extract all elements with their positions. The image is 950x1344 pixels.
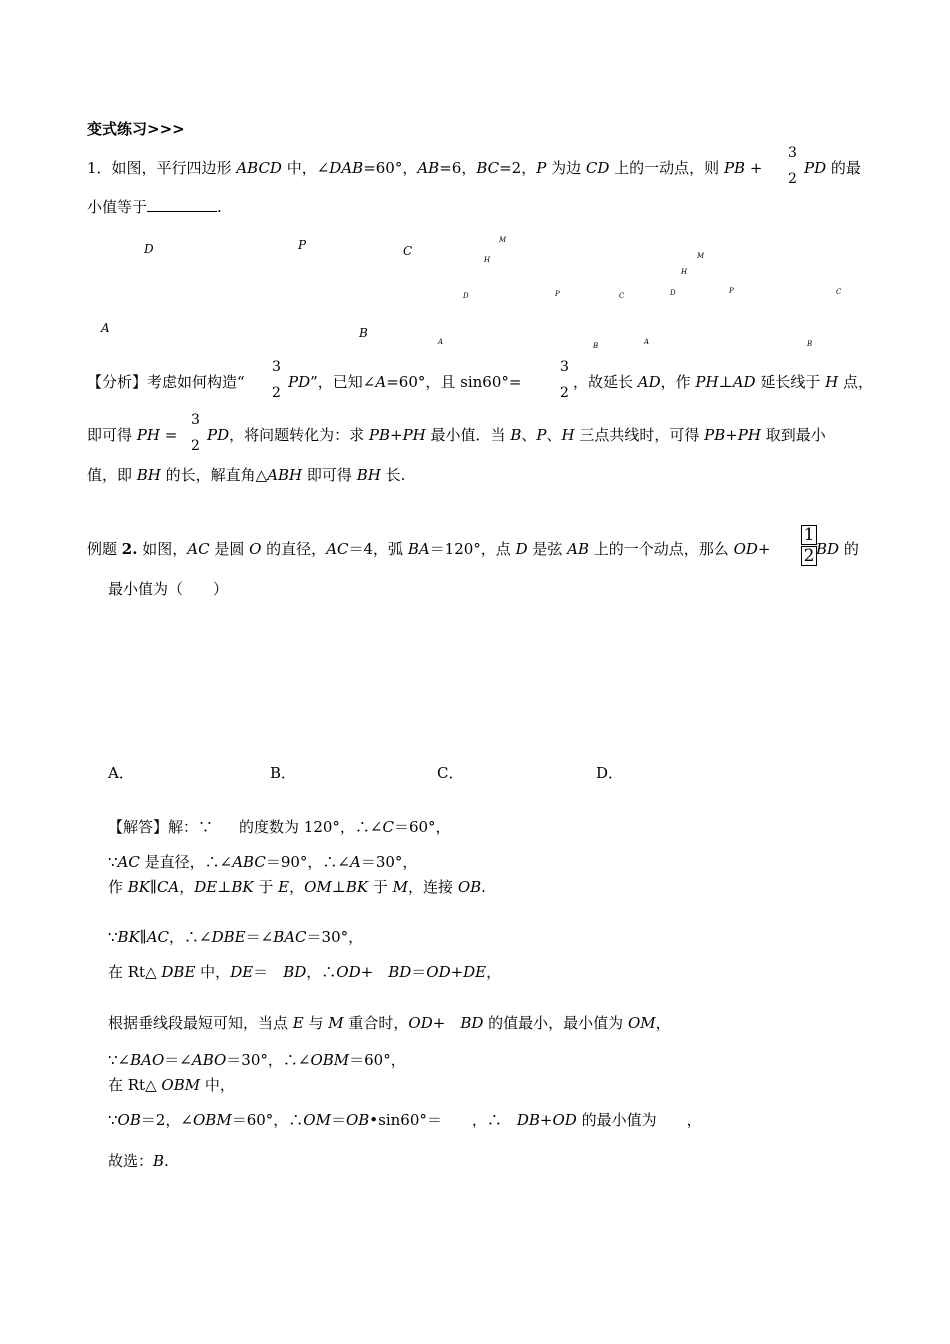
label-a: A	[101, 321, 110, 335]
solution-line-2: ∵AC 是直径，∴∠ABC＝90°，∴∠A＝30°，	[108, 853, 418, 871]
example-2-line-1: 例题 2. 如图，AC 是圆 O 的直径，AC＝4，弧 BA＝120°，点 D 是弦 AB 上的一个动点，那么 OD+	[87, 540, 771, 558]
label-c: C	[403, 244, 413, 258]
label-d: D	[144, 242, 154, 256]
solution-line-7: ∵∠BAO＝∠ABO＝30°，∴∠OBM＝60°，	[108, 1051, 406, 1069]
option-a: A．	[108, 764, 134, 782]
label-p: P	[555, 290, 560, 298]
fraction-denominator: 2	[191, 438, 200, 454]
fraction-numerator: 3	[560, 359, 569, 375]
label-p: P	[729, 287, 734, 295]
example-2-line-1-end: BD 的	[816, 540, 859, 558]
boxed-fraction-numerator: 1	[801, 525, 817, 545]
label-d: D	[670, 289, 676, 297]
solution-line-9: ∵OB＝2，∠OBM＝60°，∴OM＝OB•sin60°＝ ，∴ DB+OD 的最小值为 ，	[108, 1111, 702, 1129]
label-h: H	[484, 256, 491, 264]
analysis-line-2-end: PD，将问题转化为：求 PB+PH 最小值．当 B、P、H 三点共线时，可得 PB+PH 取到最小	[207, 426, 826, 444]
solution-line-10: 故选：B.	[108, 1152, 169, 1170]
fraction-numerator: 3	[272, 359, 281, 375]
label-m: M	[499, 236, 507, 244]
question-1-line-2: 小值等于 .	[87, 198, 222, 216]
answer-blank	[147, 197, 217, 212]
boxed-fraction-denominator: 2	[801, 546, 817, 566]
fraction-numerator: 3	[191, 412, 200, 428]
label-h: H	[681, 268, 688, 276]
label-d: D	[463, 292, 469, 300]
label-a: A	[644, 338, 650, 346]
analysis-line-3: 值，即 BH 的长，解直角△ABH 即可得 BH 长.	[87, 466, 406, 484]
label-c: C	[619, 292, 625, 300]
fraction-denominator: 2	[788, 171, 797, 187]
label-b: B	[593, 342, 599, 350]
solution-line-4: ∵BK∥AC，∴∠DBE＝∠BAC＝30°，	[108, 928, 364, 946]
example-2-line-2: 最小值为（ ）	[108, 580, 229, 598]
solution-line-8: 在 Rt△ OBM 中，	[108, 1076, 235, 1094]
solution-line-6: 根据垂线段最短可知，当点 E 与 M 重合时，OD+ BD 的值最小，最小值为 OM，	[108, 1014, 671, 1032]
question-1-line-1-end: PD 的最	[804, 159, 861, 177]
label-m: M	[697, 252, 705, 260]
label-b: B	[359, 326, 368, 340]
analysis-line-2-start: 即可得 PH =	[87, 426, 178, 444]
option-c: C．	[437, 764, 464, 782]
fraction-denominator: 2	[272, 385, 281, 401]
solution-line-1: 【解答】解：∵ 的度数为 120°，∴∠C＝60°，	[108, 818, 451, 836]
option-b: B．	[270, 764, 297, 782]
analysis-line-1-end: ，故延长 AD，作 PH⊥AD 延长线于 H 点，	[573, 373, 873, 391]
solution-line-3: 作 BK∥CA，DE⊥BK 于 E，OM⊥BK 于 M，连接 OB.	[108, 878, 486, 896]
analysis-line-1-mid: PD”，已知∠A=60°，且 sin60°=	[288, 373, 522, 391]
label-c: C	[836, 288, 842, 296]
label-b: B	[807, 340, 813, 348]
fraction-numerator: 3	[788, 145, 797, 161]
solution-line-5: 在 Rt△ DBE 中，DE＝ BD，∴OD+ BD＝OD+DE，	[108, 963, 502, 981]
analysis-line-1-start: 【分析】考虑如何构造“	[87, 373, 245, 391]
option-d: D．	[596, 764, 624, 782]
section-title: 变式练习>>>	[87, 120, 185, 138]
fraction-denominator: 2	[560, 385, 569, 401]
label-a: A	[438, 338, 444, 346]
question-1-line-1: 1．如图，平行四边形 ABCD 中，∠DAB=60°，AB=6，BC=2，P 为边 CD 上的一动点，则 PB +	[87, 159, 763, 177]
label-p: P	[298, 238, 307, 252]
